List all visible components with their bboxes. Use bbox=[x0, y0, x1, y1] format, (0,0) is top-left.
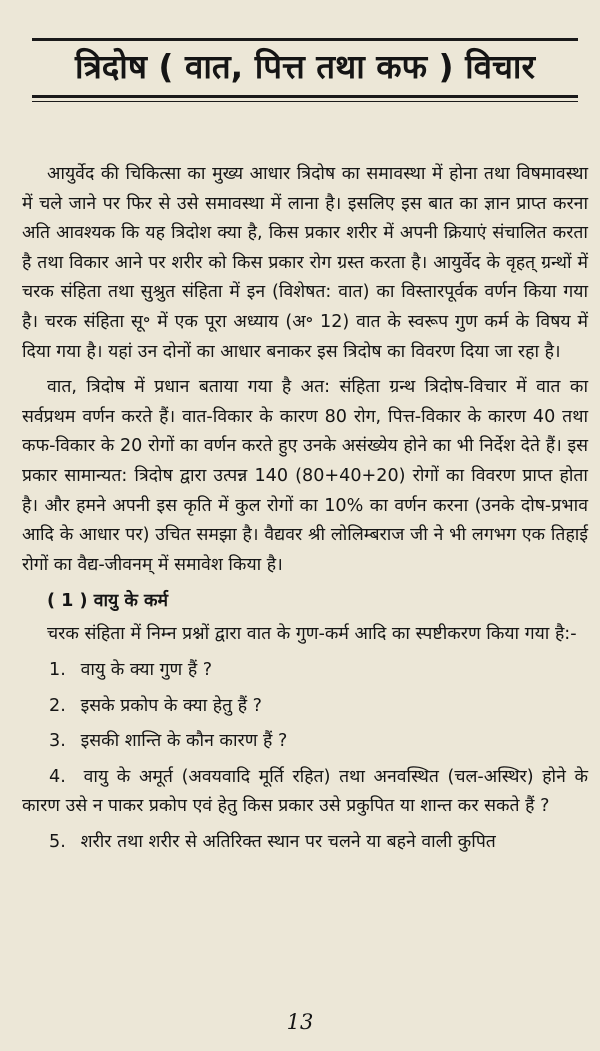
question-text: इसकी शान्ति के कौन कारण हैं ? bbox=[80, 731, 288, 752]
page-title: त्रिदोष ( वात, पित्त तथा कफ ) विचार bbox=[75, 47, 535, 86]
question-number: 1. bbox=[49, 659, 66, 680]
question-text: शरीर तथा शरीर से अतिरिक्त स्थान पर चलने या बहने वाली कुपित bbox=[80, 831, 496, 852]
question-number: 4. bbox=[49, 766, 66, 787]
title-thin-rule bbox=[32, 101, 578, 102]
question-list bbox=[22, 656, 588, 858]
body-text bbox=[22, 160, 588, 857]
section-heading-vayu-karma: ( 1 ) वायु के कर्म bbox=[47, 591, 169, 612]
question-item bbox=[22, 828, 588, 858]
paragraph-1: आयुर्वेद की चिकित्सा का मुख्य आधार त्रिदोष का समावस्था में होना तथा विषमावस्था में चले जाने पर फिर से उसे समावस्था में लाना है। इसलिए इस बात का ज्ञान प्राप्त करना अति आवश्यक कि यह त्रिदोश क्या है, किस प्रकार शरीर में अपनी क्रियाएं संचालित करता है तथा विकार आने पर शरीर को किस प्रकार रोग ग्रस्त करता है। आयुर्वेद के वृहत् ग्रन्थों में चरक संहिता तथा सुश्रुत संहिता में इन (विशेषत: वात) का विस्तारपूर्वक वर्णन किया गया है। चरक संहिता सू॰ में एक पूरा अध्याय (अ॰ 12) वात के स्वरूप गुण कर्म के विषय में दिया गया है। यहां उन दोनों का आधार बनाकर इस त्रिदोष का विवरण दिया जा रहा है। bbox=[22, 164, 588, 362]
section-intro: चरक संहिता में निम्न प्रश्नों द्वारा वात के गुण-कर्म आदि का स्पष्टीकरण किया गया है:- bbox=[47, 624, 577, 645]
paragraph-2: वात, त्रिदोष में प्रधान बताया गया है अत: संहिता ग्रन्थ त्रिदोष-विचार में वात का सर्वप्रथम वर्णन करते हैं। वात-विकार के कारण 80 रोग, पित्त-विकार के कारण 40 तथा कफ-विकार के 20 रोगों का वर्णन करते हुए उनके असंख्येय होने का भी निर्देश देते हैं। इस प्रकार सामान्यत: त्रिदोष द्वारा उत्पन्न 140 (80+40+20) रोगों का विवरण प्राप्त होता है। और हमने अपनी इस कृति में कुल रोगों का 10% का वर्णन करना (उनके दोष-प्रभाव आदि के आधार पर) उचित समझा है। वैद्यवर श्री लोलिम्बराज जी ने भी लगभग एक तिहाई रोगों का वैद्य-जीवनम् में समावेश किया है। bbox=[22, 377, 588, 575]
question-item bbox=[22, 763, 588, 822]
question-number: 5. bbox=[49, 831, 66, 852]
question-text: इसके प्रकोप के क्या हेतु हैं ? bbox=[80, 695, 263, 716]
question-text: वायु के अमूर्त (अवयवादि मूर्ति रहित) तथा अनवस्थित (चल-अस्थिर) होने के कारण उसे न पाकर प्रकोप एवं हेतु किस प्रकार उसे प्रकुपित या शान्त कर सकते हैं ? bbox=[22, 766, 589, 817]
question-item bbox=[22, 727, 588, 757]
question-item bbox=[22, 692, 588, 722]
title-bottom-rule bbox=[32, 95, 578, 98]
question-number: 3. bbox=[49, 731, 66, 752]
question-text: वायु के क्या गुण हैं ? bbox=[80, 659, 213, 680]
question-item bbox=[22, 656, 588, 686]
question-number: 2. bbox=[49, 695, 66, 716]
page-number: 13 bbox=[286, 1010, 314, 1034]
